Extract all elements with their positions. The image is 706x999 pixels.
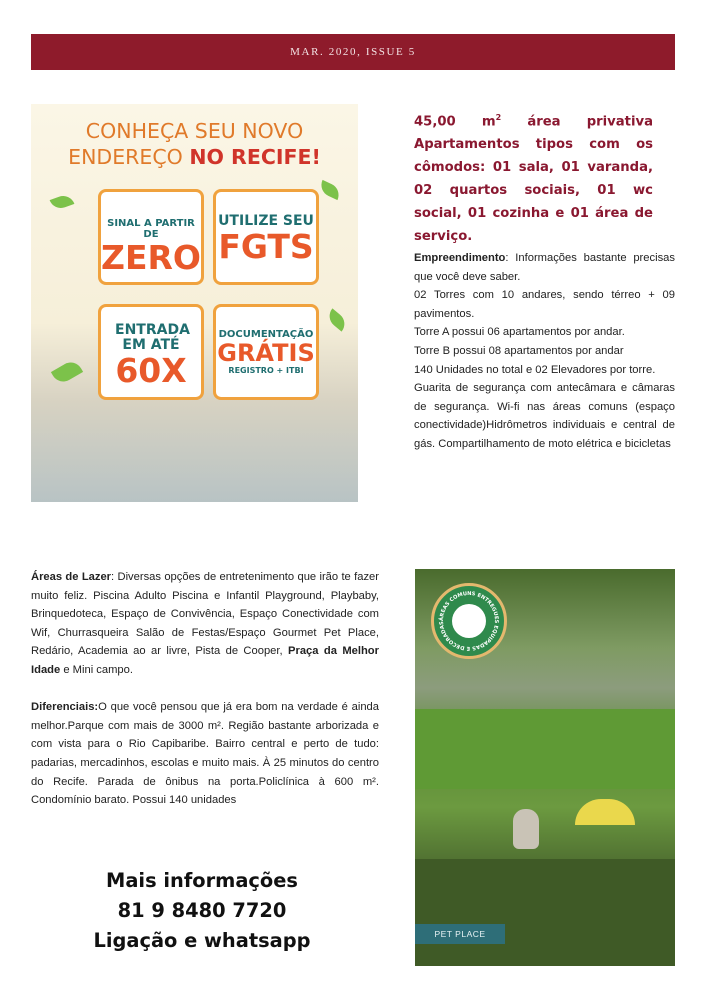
promo-card-big: GRÁTIS bbox=[217, 339, 315, 367]
area-label: área privativa bbox=[527, 114, 653, 130]
pet-place-image bbox=[415, 569, 675, 966]
contact-phone[interactable]: 81 9 8480 7720 bbox=[117, 899, 287, 922]
areas-comuns-badge bbox=[431, 583, 507, 659]
lazer-diferenciais-section bbox=[31, 568, 379, 810]
empreendimento-line: Torre B possui 08 apartamentos por andar bbox=[414, 344, 624, 357]
lazer-tail: e Mini campo. bbox=[60, 663, 133, 676]
promo-card-big: 60X bbox=[115, 351, 187, 390]
area-unit-sup: 2 bbox=[495, 113, 502, 122]
empreendimento-intro-text: : Informações bastante precisas que você deve saber. bbox=[414, 252, 675, 283]
lazer-paragraph bbox=[31, 568, 379, 680]
diferenciais-text: O que você pensou que já era bom na verdade é ainda melhor.Parque com mais de 3000 m². Região bastante arborizada e com vista para o Rio Capibaribe. Bairro central e perto de tudo: padarias, mercadinhos, escolas e muito mais. À 25 minutos do centro do Recife. Parada de ônibus na porta.Policlínica à 600 m². Condomínio barato. Possui 140 unidades bbox=[31, 701, 379, 807]
leaf-icon bbox=[50, 193, 75, 212]
lazer-bold-item: Praça da Melhor Idade bbox=[31, 645, 379, 676]
issue-label: MAR. 2020, ISSUE 5 bbox=[290, 46, 416, 58]
empreendimento-label: Empreendimento bbox=[414, 252, 506, 264]
agility-ramp bbox=[575, 799, 635, 825]
promo-card-fgts bbox=[213, 189, 319, 285]
contact-block bbox=[82, 866, 322, 956]
lazer-label: Áreas de Lazer bbox=[31, 571, 112, 583]
empreendimento-intro bbox=[414, 249, 675, 286]
promo-card-small: ENTRADA EM ATÉ bbox=[115, 322, 190, 353]
diferenciais-label: Diferenciais: bbox=[31, 701, 99, 714]
diferenciais-paragraph bbox=[31, 698, 379, 810]
tree-icon bbox=[452, 604, 486, 638]
area-unit: m bbox=[481, 114, 496, 130]
promo-card-small: UTILIZE SEU bbox=[218, 213, 314, 229]
leaf-icon bbox=[51, 358, 83, 386]
apartment-summary bbox=[414, 106, 653, 248]
promo-headline-normal: ENDEREÇO bbox=[68, 145, 190, 169]
promo-card-small: SINAL A PARTIR DE bbox=[107, 218, 195, 240]
empreendimento-section bbox=[414, 249, 675, 454]
promo-headline-line2 bbox=[31, 144, 358, 170]
empreendimento-line: Torre A possui 06 apartamentos por andar. bbox=[414, 326, 625, 339]
area-value: 45,00 bbox=[414, 114, 456, 130]
contact-heading: Mais informações bbox=[106, 869, 298, 892]
promo-card-small: DOCUMENTAÇÃO bbox=[218, 329, 314, 340]
promo-headline bbox=[31, 118, 358, 170]
green-wall bbox=[415, 709, 675, 789]
grass bbox=[415, 859, 675, 966]
dog bbox=[513, 809, 539, 849]
badge-text: ÁREAS COMUNS ENTREGUES EQUIPADAS E DECORADAS bbox=[438, 590, 500, 652]
summary-rest: Apartamentos tipos com os cômodos: 01 sala, 01 varanda, 02 quartos sociais, 01 wc social, 01 cozinha e 01 área de serviço. bbox=[414, 137, 653, 245]
empreendimento-line: 140 Unidades no total e 02 Elevadores por torre. bbox=[414, 363, 656, 376]
promo-card-zero bbox=[98, 189, 204, 285]
promo-card-60x bbox=[98, 304, 204, 400]
leaf-icon bbox=[325, 308, 350, 331]
promo-card-big: FGTS bbox=[218, 227, 314, 266]
promo-card-tiny: REGISTRO + ITBI bbox=[228, 366, 304, 375]
promo-card-gratis bbox=[213, 304, 319, 400]
promo-card-big: ZERO bbox=[101, 238, 201, 277]
promo-image bbox=[31, 104, 358, 502]
lazer-text: : Diversas opções de entretenimento que irão te fazer muito feliz. Piscina Adulto Piscina e Infantil Playground, Playbaby, Brinquedoteca, Espaço de Convivência, Espaço Conectividade com Wif, Churrasqueira Salão de Festas/Espaço Gourmet Pet Place, Redário, Academia ao ar livre, Pista de Cooper, bbox=[31, 571, 379, 658]
issue-banner bbox=[31, 34, 675, 70]
contact-channels: Ligação e whatsapp bbox=[93, 929, 311, 952]
pet-place-caption: PET PLACE bbox=[415, 924, 505, 944]
leaf-icon bbox=[317, 180, 342, 200]
promo-headline-line1: CONHEÇA SEU NOVO bbox=[85, 119, 304, 143]
empreendimento-line: Guarita de segurança com antecâmara e câmaras de segurança. Wi-fi nas áreas comuns (espaço conectividade)Hidrômetros individuais e central de gás. Compartilhamento de moto elétrica e bicicletas bbox=[414, 382, 675, 450]
promo-headline-bold: NO RECIFE! bbox=[189, 145, 321, 169]
empreendimento-line: 02 Torres com 10 andares, sendo térreo + 09 pavimentos. bbox=[414, 289, 675, 320]
